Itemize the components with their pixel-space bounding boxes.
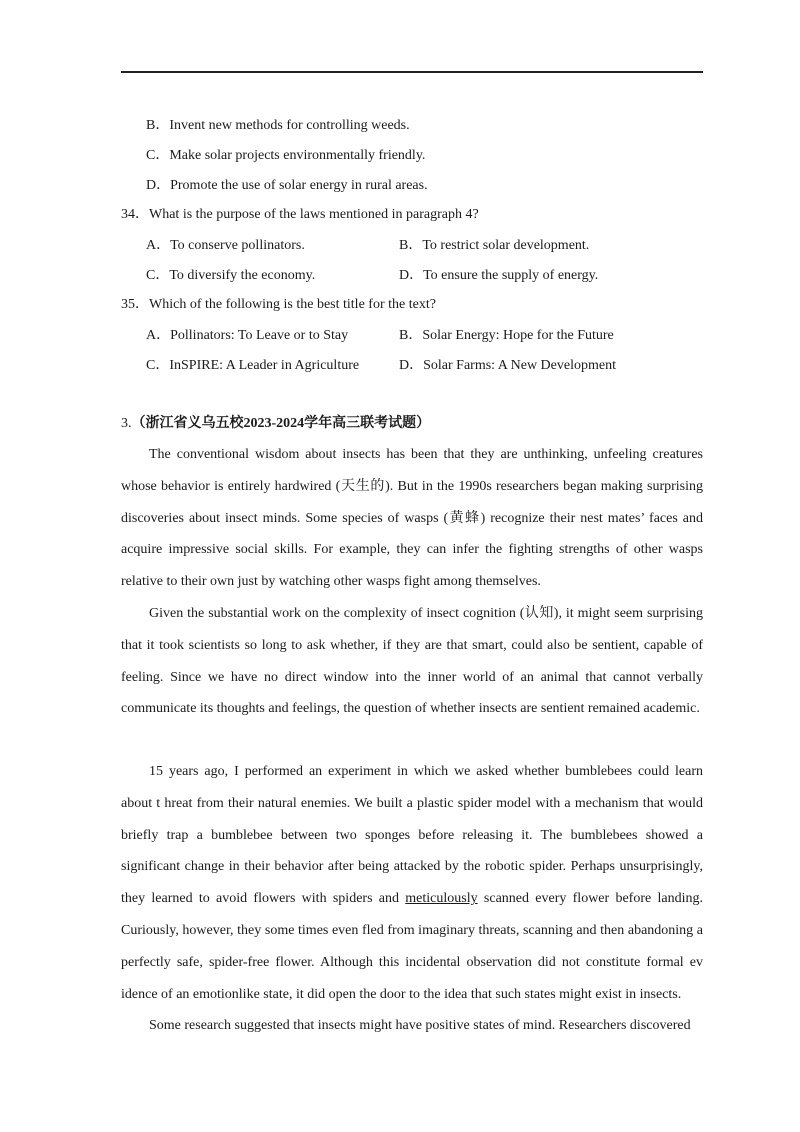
q33-option-c: C．Make solar projects environmentally friendly. [146,148,426,163]
q33-option-b: B．Invent new methods for controlling weeds. [146,118,410,133]
paragraph-3-text-b: scanned every flower before landing. Curiously, however, they some times even fled from imaginary threats, scanning and then abandoning a perfectly safe, spider-free flower. Although this incidental observation did not constitute formal ev idence of an emotionlike state, it did open the door to the idea that such states might exist in insects. [121,891,703,1002]
q35-option-c: C．InSPIRE: A Leader in Agriculture [146,358,360,373]
section-heading [121,414,430,434]
section-number: 3. [121,416,132,431]
header-rule [121,71,703,73]
passage-paragraph-1: The conventional wisdom about insects has been that they are unthinking, unfeeling creatures whose behavior is entirely hardwired (天生的). But in the 1990s researchers began making surprising discoveries about insect minds. Some species of wasps (黄蜂) recognize their nest mates’ faces and acquire impressive social skills. For example, they can infer the fighting strengths of other wasps relative to their own just by watching other wasps fight among themselves. [121,447,703,590]
passage-paragraph-4: Some research suggested that insects might have positive states of mind. Researchers discovered [149,1018,691,1033]
q33-option-d: D．Promote the use of solar energy in rural areas. [146,178,428,193]
underlined-word-meticulously: meticulously [405,891,478,907]
section-source: （浙江省义乌五校2023-2024学年高三联考试题） [131,416,431,431]
paragraph-3-text-a: 15 years ago, I performed an experiment in which we asked whether bumblebees could learn about t hreat from their natural enemies. We built a plastic spider model with a mechanism that would briefly trap a bumblebee between two sponges before releasing it. The bumblebees showed a significant change in their behavior after being attacked by the robotic spider. Perhaps unsurprisingly, they learned to avoid flowers with spiders and [121,764,703,907]
q34-option-b: B．To restrict solar development. [399,238,590,253]
q35-option-a: A．Pollinators: To Leave or to Stay [146,328,349,343]
passage-paragraph-3 [121,756,703,1010]
q35-stem: 35．Which of the following is the best title for the text? [121,297,436,312]
q34-option-a: A．To conserve pollinators. [146,238,305,253]
q35-option-d: D．Solar Farms: A New Development [399,358,616,373]
q35-option-b: B．Solar Energy: Hope for the Future [399,328,614,343]
q34-option-d: D．To ensure the supply of energy. [399,268,599,283]
q34-option-c: C．To diversify the economy. [146,268,316,283]
passage-paragraph-2: Given the substantial work on the complexity of insect cognition (认知), it might seem surprising that it took scientists so long to ask whether, if they are that smart, could also be sentient, capable of feeling. Since we have no direct window into the inner world of an animal that cannot verbally communicate its thoughts and feelings, the question of whether insects are sentient remained academic. [121,606,703,717]
q34-stem: 34．What is the purpose of the laws mentioned in paragraph 4? [121,207,479,222]
